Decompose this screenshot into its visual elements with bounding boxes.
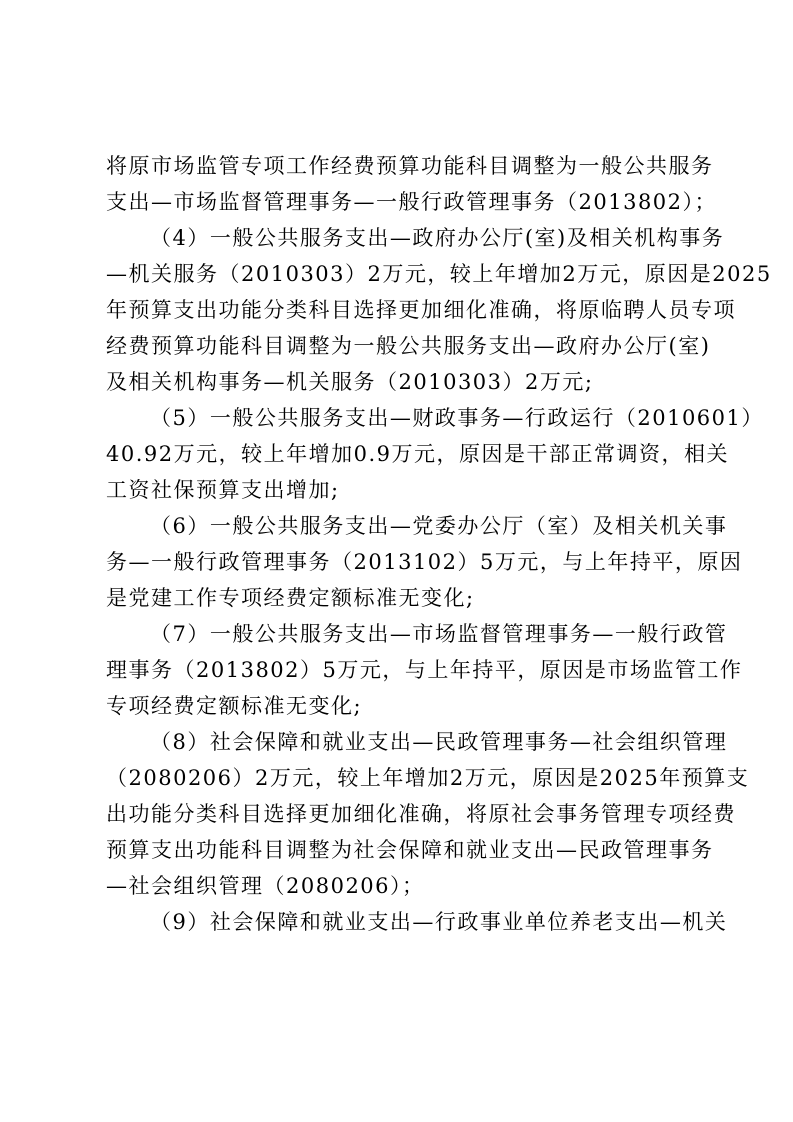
- text-line: 支出—市场监督管理事务—一般行政管理事务（2013802）；: [106, 190, 718, 214]
- text-line: （9）社会保障和就业支出—行政事业单位养老支出—机关: [150, 910, 728, 934]
- paragraph-item-7: [106, 616, 743, 724]
- text-line: 40.92万元，较上年增加0.9万元，原因是干部正常调资，相关: [106, 442, 730, 466]
- text-line: 及相关机构事务—机关服务（2010303）2万元;: [106, 370, 594, 394]
- text-line: （6）一般公共服务支出—党委办公厅（室）及相关机关事: [150, 514, 728, 538]
- text-line: 是党建工作专项经费定额标准无变化;: [106, 586, 475, 610]
- paragraph-item-8: [106, 724, 750, 904]
- text-line: —社会组织管理（2080206）；: [106, 874, 425, 898]
- text-line: （4）一般公共服务支出—政府办公厅(室)及相关机构事务: [150, 226, 725, 250]
- text-line: 工资社保预算支出增加;: [106, 478, 340, 502]
- text-line: 预算支出功能科目调整为社会保障和就业支出—民政管理事务: [106, 838, 714, 862]
- paragraph-continuation: [106, 148, 718, 220]
- text-line: 出功能分类科目选择更加细化准确，将原社会事务管理专项经费: [106, 802, 736, 826]
- paragraph-item-6: [106, 508, 743, 616]
- text-line: （7）一般公共服务支出—市场监督管理事务—一般行政管: [150, 622, 728, 646]
- text-line: 年预算支出功能分类科目选择更加细化准确，将原临聘人员专项: [106, 298, 736, 322]
- paragraph-item-4: [106, 220, 772, 400]
- text-line: 经费预算功能科目调整为一般公共服务支出—政府办公厅(室): [106, 334, 711, 358]
- paragraph-item-5: [106, 400, 764, 508]
- text-line: 将原市场监管专项工作经费预算功能科目调整为一般公共服务: [106, 154, 714, 178]
- text-line: 专项经费定额标准无变化;: [106, 694, 363, 718]
- text-line: （5）一般公共服务支出—财政事务—行政运行（2010601）: [150, 406, 764, 430]
- document-page: [106, 148, 772, 940]
- paragraph-item-9: [106, 904, 728, 940]
- text-line: —机关服务（2010303）2万元，较上年增加2万元，原因是2025: [106, 262, 772, 286]
- text-line: （8）社会保障和就业支出—民政管理事务—社会组织管理: [150, 730, 728, 754]
- text-line: 务—一般行政管理事务（2013102）5万元，与上年持平，原因: [106, 550, 743, 574]
- text-line: 理事务（2013802）5万元，与上年持平，原因是市场监管工作: [106, 658, 743, 682]
- text-line: （2080206）2万元，较上年增加2万元，原因是2025年预算支: [106, 766, 750, 790]
